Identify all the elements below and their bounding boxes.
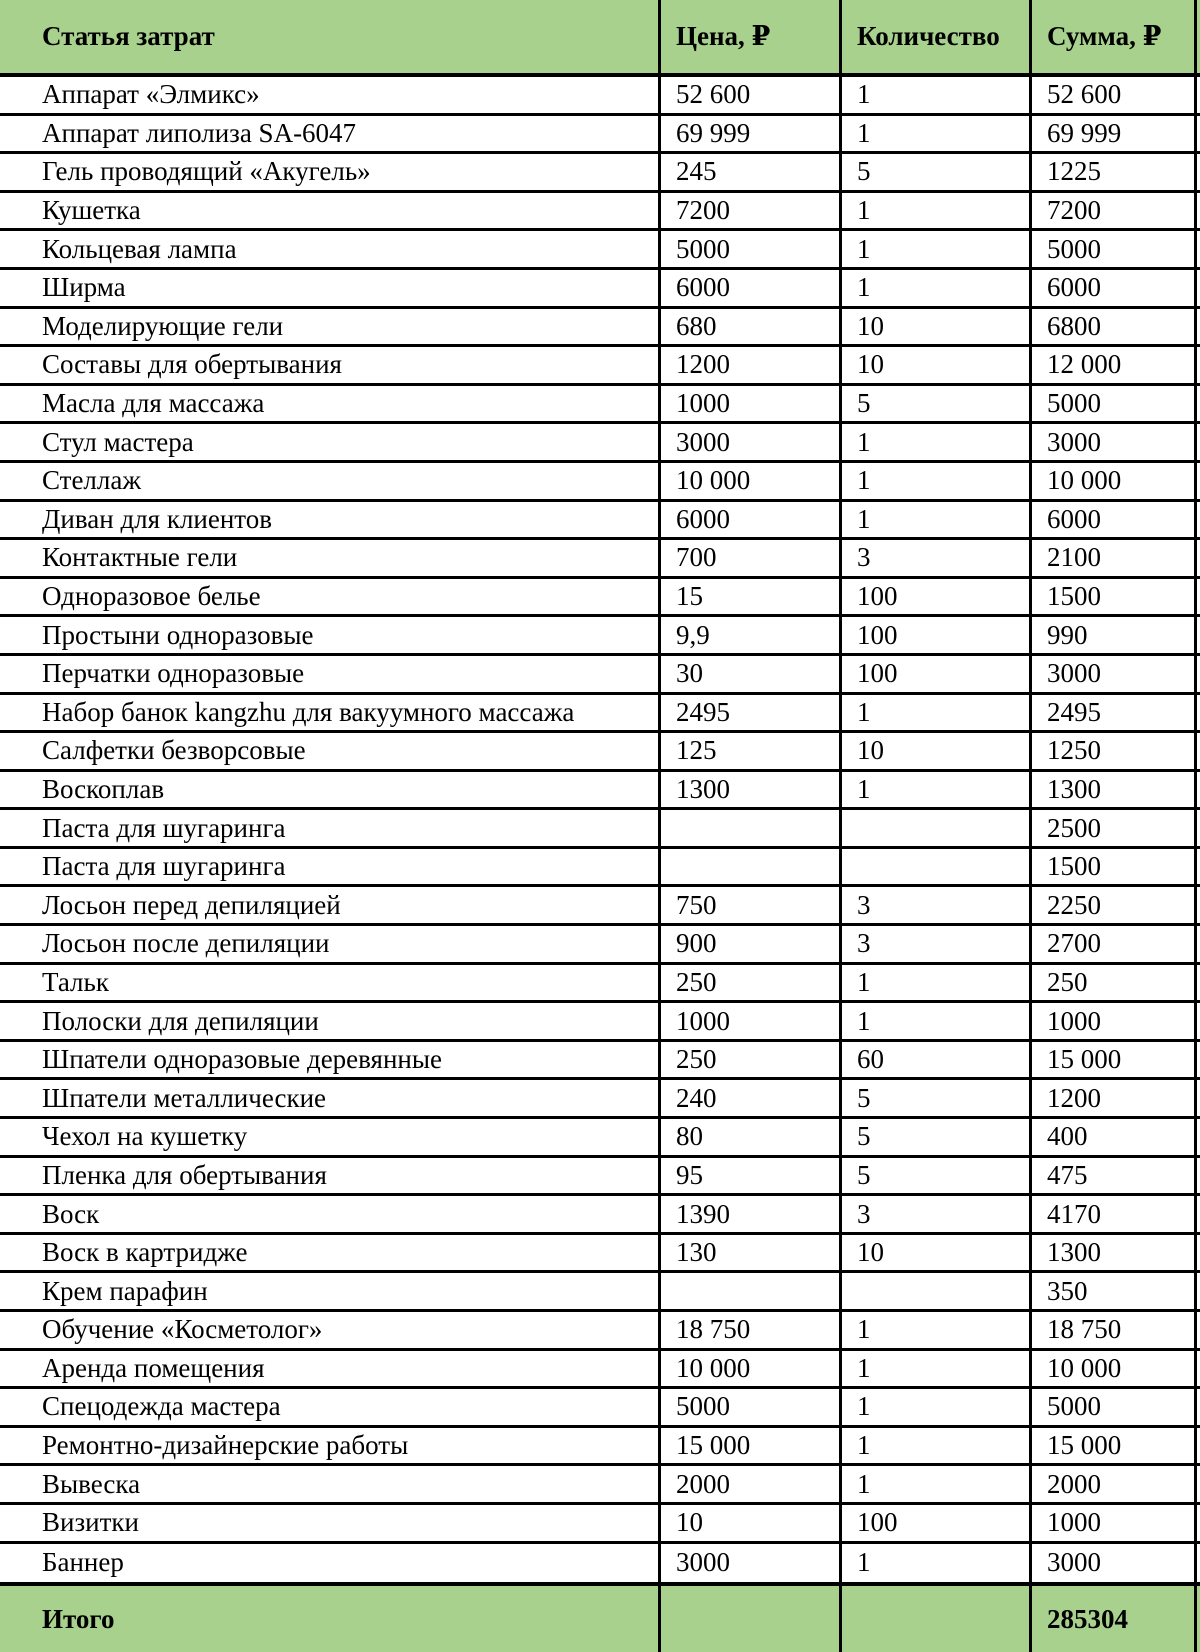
cell-price: 15 000 [661,1428,842,1464]
cell-price: 3000 [661,424,842,460]
cell-name: Кушетка [0,193,661,229]
cell-qty: 1 [842,1351,1032,1387]
cell-price: 10 000 [661,463,842,499]
cell-price: 900 [661,926,842,962]
cell-price: 2000 [661,1466,842,1502]
cell-price: 18 750 [661,1312,842,1348]
cell-qty: 100 [842,656,1032,692]
cell-price: 1390 [661,1196,842,1232]
cell-name: Крем парафин [0,1273,661,1309]
table-row [0,309,1200,348]
table-row [0,231,1200,270]
table-row [0,502,1200,541]
cell-name: Паста для шугаринга [0,810,661,846]
cell-qty [842,849,1032,885]
table-row [0,193,1200,232]
table-row [0,1158,1200,1197]
cell-qty: 3 [842,887,1032,923]
cell-name: Шпатели одноразовые деревянные [0,1042,661,1078]
cell-name: Составы для обертывания [0,347,661,383]
cell-name: Вывеска [0,1466,661,1502]
cell-qty: 1 [842,193,1032,229]
cell-name: Ремонтно-дизайнерские работы [0,1428,661,1464]
cell-sum: 475 [1032,1158,1197,1194]
table-row [0,1003,1200,1042]
cell-name: Воск [0,1196,661,1232]
cell-sum: 2000 [1032,1466,1197,1502]
cell-sum: 1225 [1032,154,1197,190]
cell-name: Масла для массажа [0,386,661,422]
cell-qty: 1 [842,1003,1032,1039]
cell-qty: 100 [842,617,1032,653]
cell-qty: 5 [842,1158,1032,1194]
cell-name: Гель проводящий «Акугель» [0,154,661,190]
cell-qty [842,810,1032,846]
cell-sum: 10 000 [1032,463,1197,499]
cell-sum: 400 [1032,1119,1197,1155]
cell-name: Полоски для депиляции [0,1003,661,1039]
table-body [0,77,1200,1582]
cell-name: Набор банок kangzhu для вакуумного массажа [0,695,661,731]
cell-price [661,849,842,885]
cell-name: Аренда помещения [0,1351,661,1387]
cell-sum: 1500 [1032,579,1197,615]
cell-name: Диван для клиентов [0,502,661,538]
cell-sum: 3000 [1032,1544,1197,1583]
cell-sum: 1000 [1032,1003,1197,1039]
table-row [0,463,1200,502]
cell-qty: 10 [842,1235,1032,1271]
table-row [0,116,1200,155]
cell-sum: 4170 [1032,1196,1197,1232]
cell-sum: 3000 [1032,424,1197,460]
table-row [0,1389,1200,1428]
cell-sum: 990 [1032,617,1197,653]
cell-qty: 1 [842,77,1032,113]
table-row [0,1544,1200,1583]
cell-name: Аппарат липолиза SA-6047 [0,116,661,152]
cell-qty [842,1273,1032,1309]
cell-name: Баннер [0,1544,661,1583]
cell-sum: 52 600 [1032,77,1197,113]
cell-qty: 1 [842,1466,1032,1502]
cell-price: 245 [661,154,842,190]
header-row [0,0,1200,77]
cell-name: Лосьон после депиляции [0,926,661,962]
cell-name: Одноразовое белье [0,579,661,615]
cell-qty: 100 [842,579,1032,615]
table-row [0,1119,1200,1158]
cell-qty: 10 [842,309,1032,345]
cell-name: Контактные гели [0,540,661,576]
total-label: Итого [0,1586,661,1652]
cell-sum: 1200 [1032,1080,1197,1116]
cell-price: 1000 [661,386,842,422]
cell-price: 52 600 [661,77,842,113]
cell-name: Стеллаж [0,463,661,499]
cell-price: 9,9 [661,617,842,653]
cell-price: 125 [661,733,842,769]
cell-qty: 1 [842,116,1032,152]
table-row [0,386,1200,425]
cell-name: Шпатели металлические [0,1080,661,1116]
cell-name: Перчатки одноразовые [0,656,661,692]
cell-price [661,1273,842,1309]
cell-qty: 1 [842,424,1032,460]
cell-sum: 6000 [1032,502,1197,538]
cell-qty: 1 [842,1428,1032,1464]
cell-qty: 5 [842,1119,1032,1155]
cell-sum: 10 000 [1032,1351,1197,1387]
cell-name: Спецодежда мастера [0,1389,661,1425]
table-row [0,733,1200,772]
table-row [0,270,1200,309]
cell-price: 240 [661,1080,842,1116]
cell-qty: 5 [842,1080,1032,1116]
table-row [0,154,1200,193]
cell-sum: 2100 [1032,540,1197,576]
table-row [0,347,1200,386]
table-row [0,849,1200,888]
table-row [0,1505,1200,1544]
total-row [0,1582,1200,1652]
cell-qty: 60 [842,1042,1032,1078]
cell-price: 7200 [661,193,842,229]
cell-price: 1300 [661,772,842,808]
cell-qty: 3 [842,1196,1032,1232]
cell-price: 6000 [661,270,842,306]
cell-sum: 2250 [1032,887,1197,923]
cell-qty: 1 [842,270,1032,306]
cell-sum: 15 000 [1032,1428,1197,1464]
cell-qty: 100 [842,1505,1032,1541]
table-row [0,1042,1200,1081]
column-header-quantity: Количество [842,0,1032,73]
cell-name: Паста для шугаринга [0,849,661,885]
total-price-cell [661,1586,842,1652]
cell-sum: 2495 [1032,695,1197,731]
cell-name: Воск в картридже [0,1235,661,1271]
table-row [0,965,1200,1004]
table-row [0,1235,1200,1274]
cell-name: Простыни одноразовые [0,617,661,653]
table-row [0,772,1200,811]
cell-name: Моделирующие гели [0,309,661,345]
table-row [0,1273,1200,1312]
cell-price: 750 [661,887,842,923]
cell-name: Чехол на кушетку [0,1119,661,1155]
cell-sum: 1300 [1032,772,1197,808]
cell-price: 10 000 [661,1351,842,1387]
cell-sum: 18 750 [1032,1312,1197,1348]
cell-qty: 1 [842,772,1032,808]
cell-sum: 1000 [1032,1505,1197,1541]
table-row [0,540,1200,579]
cell-qty: 1 [842,502,1032,538]
cell-qty: 3 [842,540,1032,576]
table-row [0,1080,1200,1119]
cell-price: 250 [661,965,842,1001]
cell-name: Стул мастера [0,424,661,460]
cell-sum: 6000 [1032,270,1197,306]
cell-sum: 350 [1032,1273,1197,1309]
cell-qty: 3 [842,926,1032,962]
cell-qty: 1 [842,231,1032,267]
cell-price: 15 [661,579,842,615]
cell-qty: 1 [842,1389,1032,1425]
cell-name: Воскоплав [0,772,661,808]
cell-price: 95 [661,1158,842,1194]
table-row [0,579,1200,618]
total-sum-value: 285304 [1032,1586,1197,1652]
cell-price: 69 999 [661,116,842,152]
cell-qty: 1 [842,965,1032,1001]
cell-sum: 250 [1032,965,1197,1001]
total-quantity-cell [842,1586,1032,1652]
table-row [0,1196,1200,1235]
cell-sum: 3000 [1032,656,1197,692]
cell-sum: 1300 [1032,1235,1197,1271]
cell-sum: 5000 [1032,386,1197,422]
cell-qty: 5 [842,386,1032,422]
cell-price: 680 [661,309,842,345]
cell-price: 1000 [661,1003,842,1039]
cell-name: Аппарат «Элмикс» [0,77,661,113]
cell-price: 5000 [661,231,842,267]
cell-price: 3000 [661,1544,842,1583]
table-row [0,810,1200,849]
cell-name: Визитки [0,1505,661,1541]
table-row [0,926,1200,965]
cell-name: Салфетки безворсовые [0,733,661,769]
cell-price: 250 [661,1042,842,1078]
cell-name: Пленка для обертывания [0,1158,661,1194]
cell-price: 700 [661,540,842,576]
table-row [0,695,1200,734]
cell-price: 1200 [661,347,842,383]
cell-name: Обучение «Косметолог» [0,1312,661,1348]
cell-sum: 5000 [1032,1389,1197,1425]
column-header-item-name: Статья затрат [0,0,661,73]
table-row [0,656,1200,695]
cell-sum: 69 999 [1032,116,1197,152]
cell-price: 5000 [661,1389,842,1425]
table-row [0,1351,1200,1390]
table-row [0,1428,1200,1467]
cell-sum: 2500 [1032,810,1197,846]
column-header-sum: Сумма, ₽ [1032,0,1197,73]
table-row [0,887,1200,926]
table-row [0,424,1200,463]
cell-qty: 10 [842,347,1032,383]
cell-name: Тальк [0,965,661,1001]
cell-name: Лосьон перед депиляцией [0,887,661,923]
column-header-price: Цена, ₽ [661,0,842,73]
table-row [0,1312,1200,1351]
cell-qty: 1 [842,1312,1032,1348]
cell-name: Ширма [0,270,661,306]
table-row [0,1466,1200,1505]
cell-qty: 1 [842,1544,1032,1583]
cell-qty: 10 [842,733,1032,769]
cell-sum: 2700 [1032,926,1197,962]
cell-price: 2495 [661,695,842,731]
cell-price: 80 [661,1119,842,1155]
cell-sum: 12 000 [1032,347,1197,383]
cell-sum: 6800 [1032,309,1197,345]
cell-sum: 7200 [1032,193,1197,229]
cell-price: 6000 [661,502,842,538]
cell-price: 130 [661,1235,842,1271]
cell-sum: 15 000 [1032,1042,1197,1078]
cell-name: Кольцевая лампа [0,231,661,267]
cell-sum: 1250 [1032,733,1197,769]
cell-price [661,810,842,846]
cell-sum: 1500 [1032,849,1197,885]
cell-qty: 5 [842,154,1032,190]
cell-sum: 5000 [1032,231,1197,267]
cell-qty: 1 [842,695,1032,731]
cell-price: 10 [661,1505,842,1541]
table-row [0,77,1200,116]
cell-price: 30 [661,656,842,692]
cell-qty: 1 [842,463,1032,499]
table-row [0,617,1200,656]
